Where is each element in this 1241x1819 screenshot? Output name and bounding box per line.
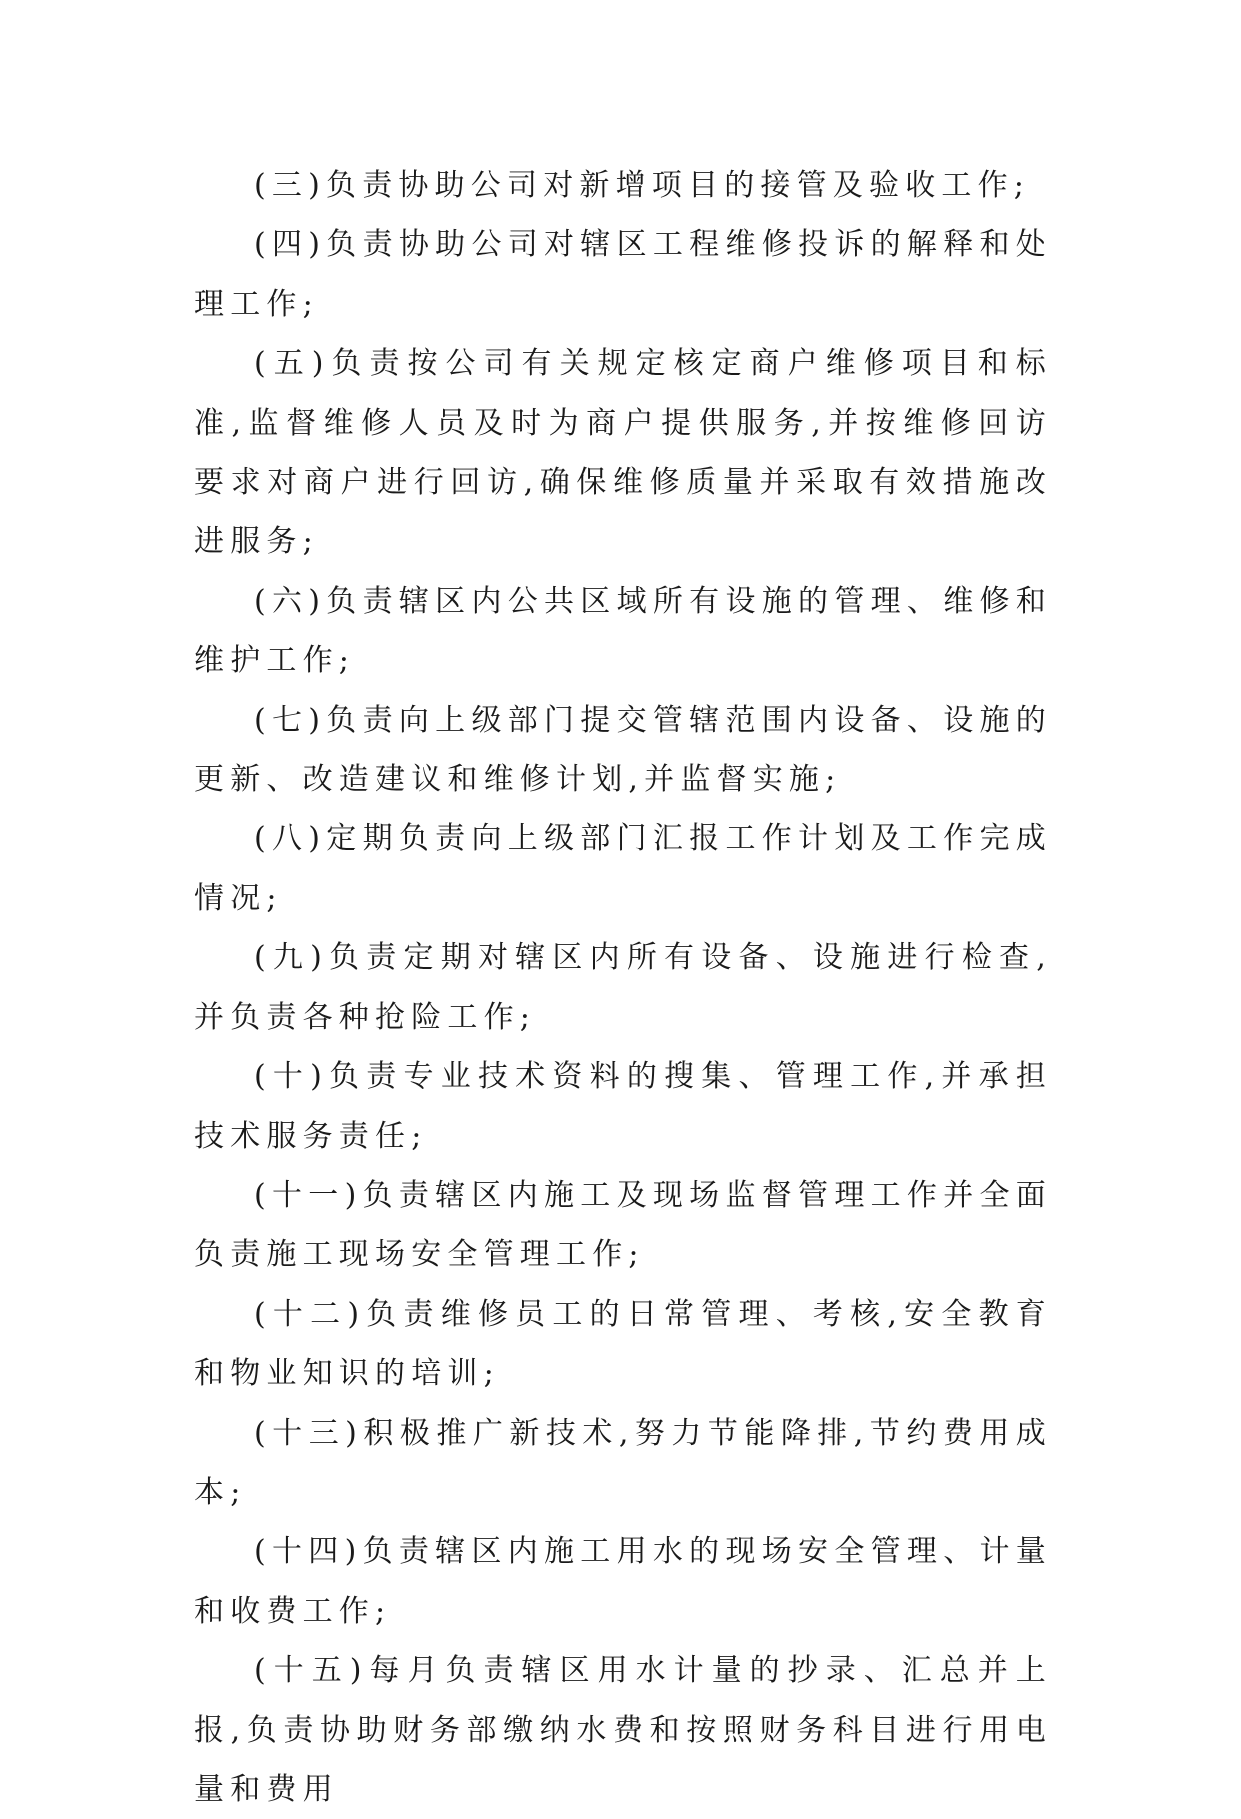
paragraph-7: (七)负责向上级部门提交管辖范围内设备、设施的更新、改造建议和维修计划,并监督实施; [194, 702, 1052, 798]
paragraph-6: (六)负责辖区内公共区域所有设施的管理、维修和维护工作; [194, 583, 1052, 679]
paragraph-8: (八)定期负责向上级部门汇报工作计划及工作完成情况; [194, 821, 1052, 916]
document-body [194, 156, 1052, 1819]
paragraph-15: (十五)每月负责辖区用水计量的抄录、汇总并上报,负责协助财务部缴纳水费和按照财务科目进行用电量和费用 [194, 1653, 1052, 1807]
paragraph-14: (十四)负责辖区内施工用水的现场安全管理、计量和收费工作; [194, 1534, 1052, 1629]
paragraph-4: (四)负责协助公司对辖区工程维修投诉的解释和处理工作; [194, 227, 1052, 322]
paragraph-11: (十一)负责辖区内施工及现场监督管理工作并全面负责施工现场安全管理工作; [194, 1177, 1052, 1273]
paragraph-3: (三)负责协助公司对新增项目的接管及验收工作; [254, 168, 1031, 203]
paragraph-9: (九)负责定期对辖区内所有设备、设施进行检查,并负责各种抢险工作; [194, 940, 1052, 1035]
paragraph-10: (十)负责专业技术资料的搜集、管理工作,并承担技术服务责任; [194, 1059, 1052, 1154]
paragraph-12: (十二)负责维修员工的日常管理、考核,安全教育和物业知识的培训; [194, 1296, 1052, 1392]
paragraph-13: (十三)积极推广新技术,努力节能降排,节约费用成本; [194, 1415, 1052, 1510]
paragraph-5: (五)负责按公司有关规定核定商户维修项目和标准,监督维修人员及时为商户提供服务,并按维修回访要求对商户进行回访,确保维修质量并采取有效措施改进服务; [194, 346, 1052, 560]
